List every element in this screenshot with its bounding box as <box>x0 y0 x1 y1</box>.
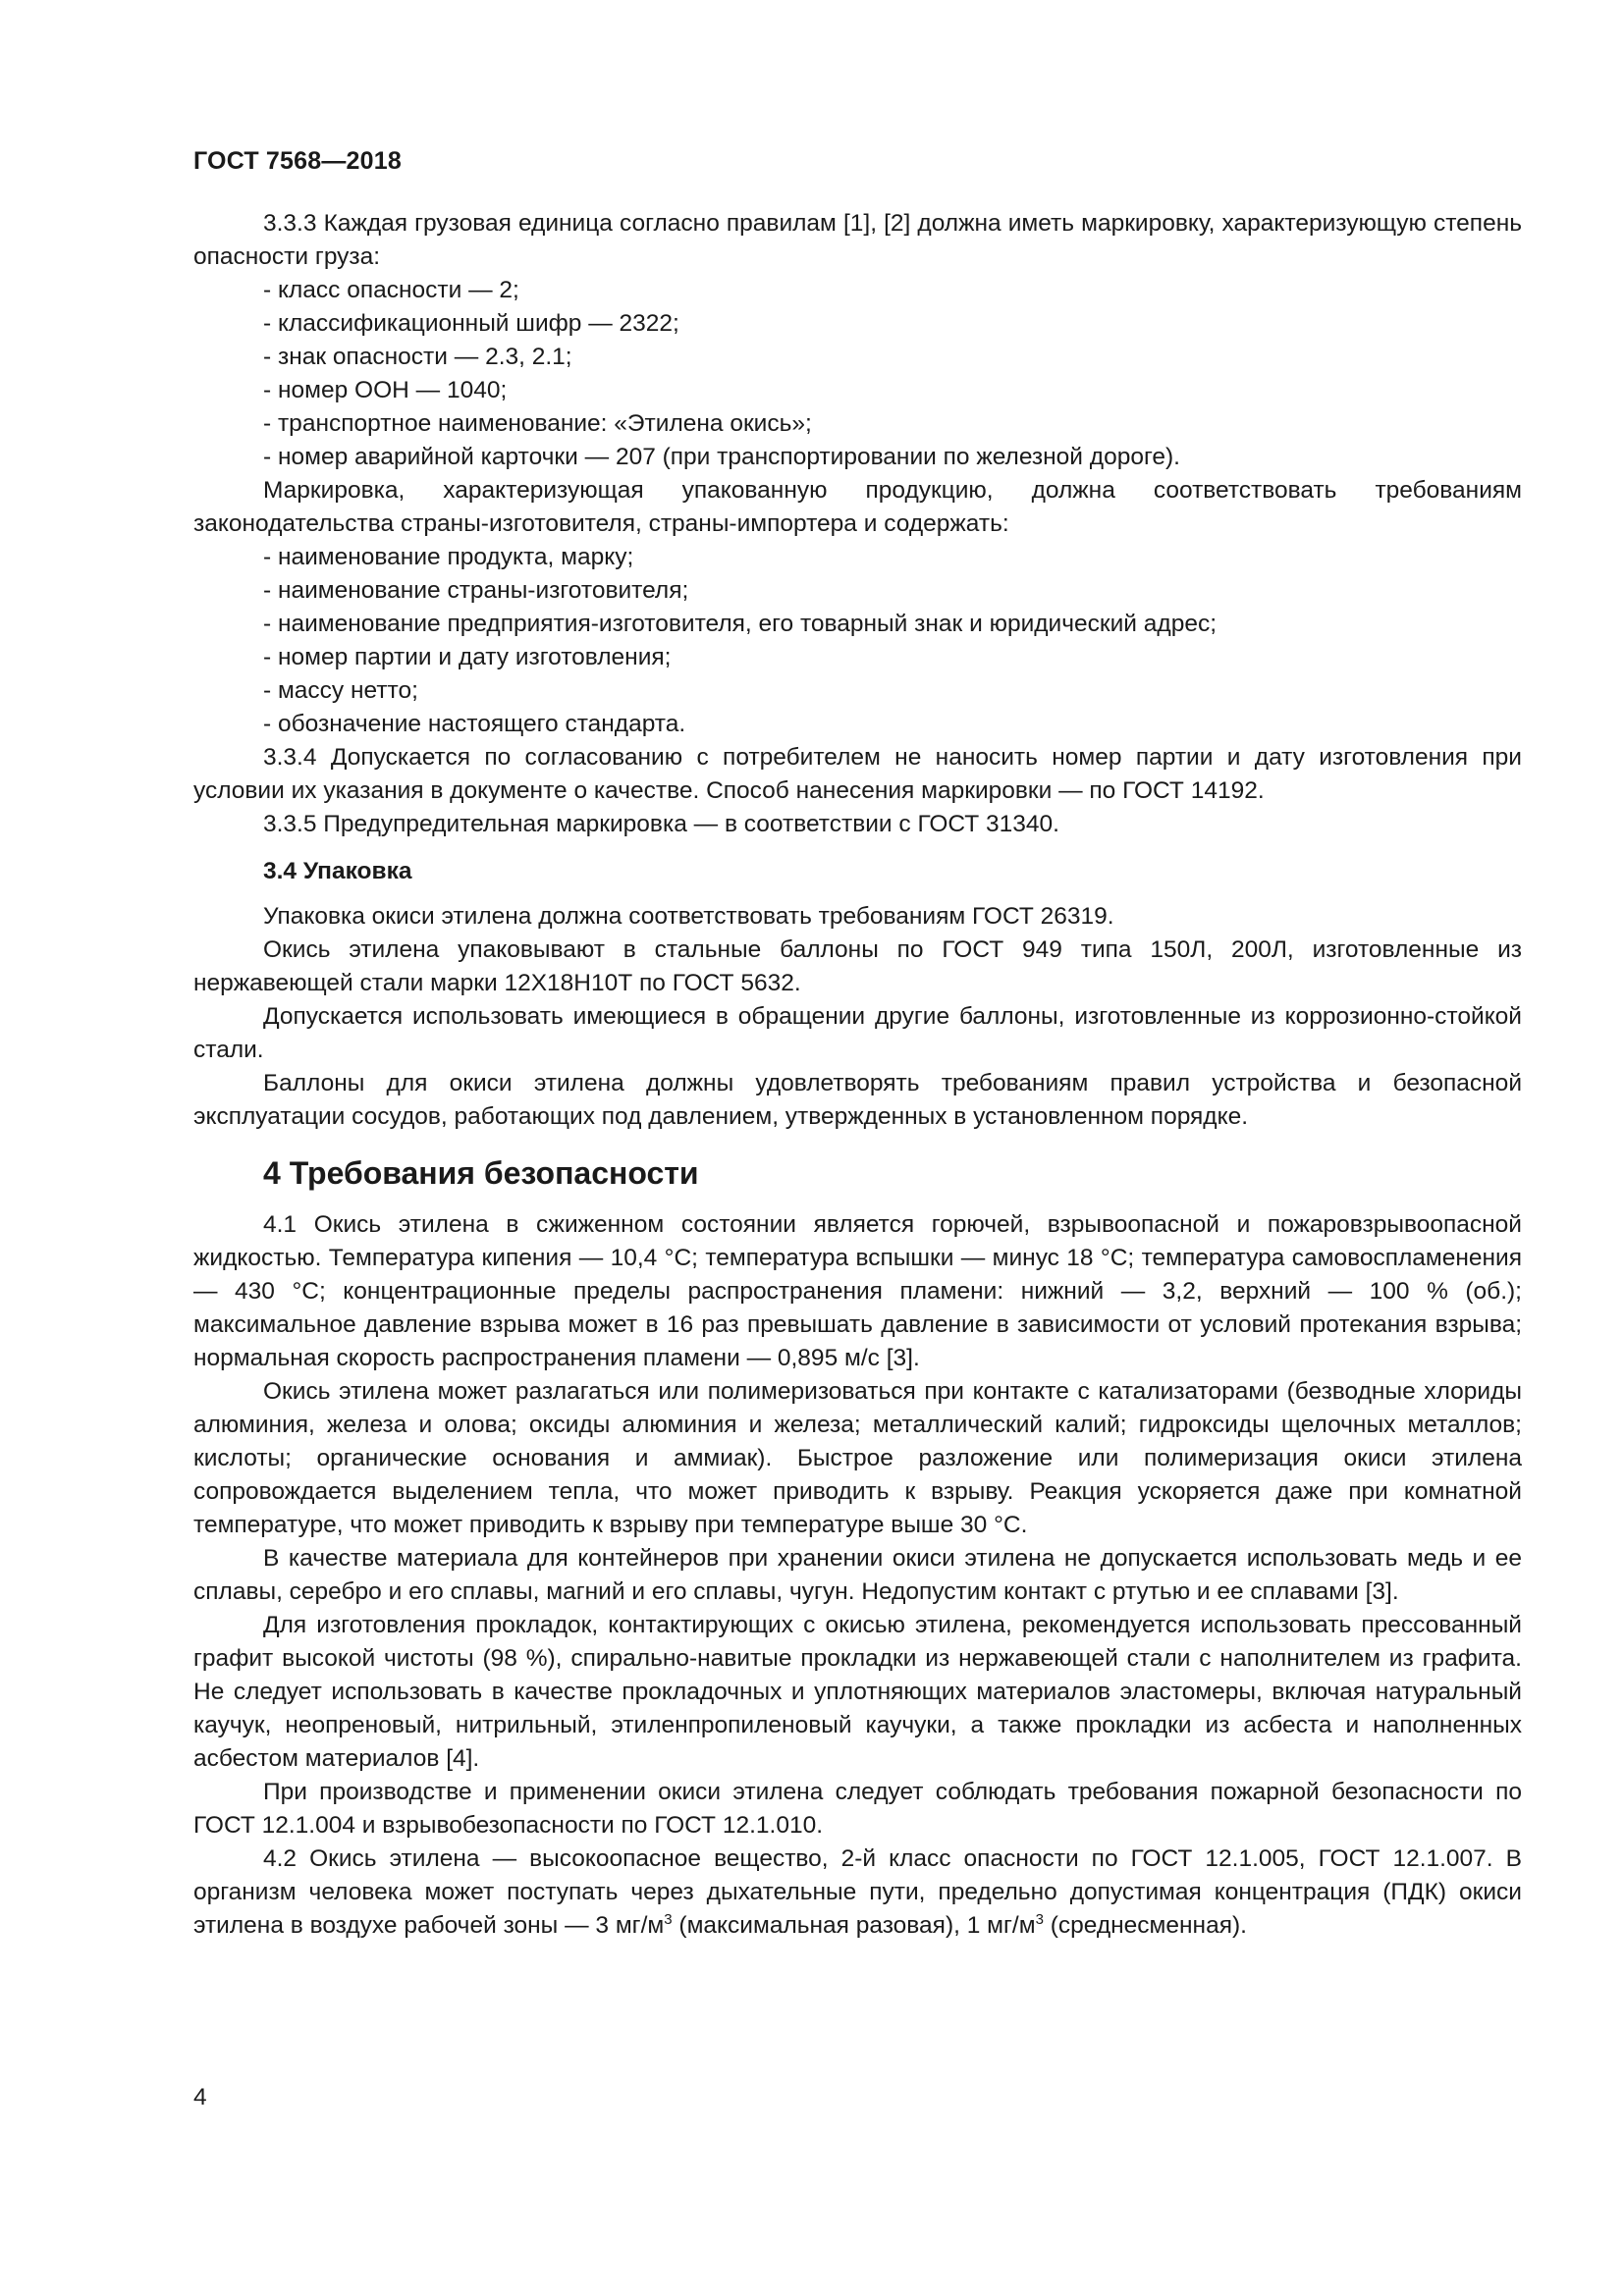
list-item: - номер партии и дату изготовления; <box>263 644 672 670</box>
p42-text-2: (максимальная разовая), 1 мг/м <box>672 1912 1036 1939</box>
section-heading-4: 4 Требования безопасности <box>263 1155 699 1191</box>
list-item: - номер аварийной карточки — 207 (при транспортировании по железной дороге). <box>263 444 1180 470</box>
paragraph: Баллоны для окиси этилена должны удовлетворять требованиям правил устройства и безопасной эксплуатации сосудов, работающих под давлением, утвержденных в установленном порядке. <box>193 1070 1522 1130</box>
paragraph: При производстве и применении окиси этилена следует соблюдать требования пожарной безопасности по ГОСТ 12.1.004 и взрывобезопасности по ГОСТ 12.1.010. <box>193 1779 1522 1839</box>
list-item: - наименование продукта, марку; <box>263 544 634 570</box>
list-item: - классификационный шифр — 2322; <box>263 310 679 337</box>
page-number: 4 <box>193 2084 207 2110</box>
paragraph-marking: Маркировка, характеризующая упакованную продукцию, должна соответствовать требованиям законодательства страны-изготовителя, страны-импортера и содержать: <box>193 477 1522 537</box>
list-item: - транспортное наименование: «Этилена окись»; <box>263 410 812 437</box>
safety-paragraphs <box>193 1208 1522 1842</box>
list-item: - массу нетто; <box>263 677 418 704</box>
paragraph-3-3-5: 3.3.5 Предупредительная маркировка — в соответствии с ГОСТ 31340. <box>263 811 1059 837</box>
paragraph: Для изготовления прокладок, контактирующих с окисью этилена, рекомендуется использовать прессованный графит высокой чистоты (98 %), спирально-навитые прокладки из нержавеющей стали с наполнителем из графита. Не следует использовать в качестве прокладочных и уплотняющих материалов эластомеры, включая натуральный каучук, неопреновый, нитрильный, этиленпропиленовый каучуки, а также прокладки из асбеста и наполненных асбестом материалов [4]. <box>193 1612 1522 1772</box>
paragraph: Упаковка окиси этилена должна соответствовать требованиям ГОСТ 26319. <box>263 903 1114 930</box>
list-item: - наименование предприятия-изготовителя, его товарный знак и юридический адрес; <box>263 611 1218 637</box>
product-marking-list <box>193 541 1522 741</box>
list-item: - класс опасности — 2; <box>263 277 519 303</box>
paragraph-3-3-3: 3.3.3 Каждая грузовая единица согласно правилам [1], [2] должна иметь маркировку, характеризующую степень опасности груза: <box>193 210 1522 270</box>
paragraph: Окись этилена может разлагаться или полимеризоваться при контакте с катализаторами (безводные хлориды алюминия, железа и олова; оксиды алюминия и железа; металлический калий; гидроксиды щелочных металлов; кислоты; органические основания и аммиак). Быстрое разложение или полимеризация окиси этилена сопровождается выделением тепла, что может приводить к взрыву. Реакция ускоряется даже при комнатной температуре, что может приводить к взрыву при температуре выше 30 °С. <box>193 1378 1522 1538</box>
document-header: ГОСТ 7568—2018 <box>193 147 402 175</box>
p42-text-1: 4.2 Окись этилена — высокоопасное вещество, 2-й класс опасности по ГОСТ 12.1.005, ГОСТ 12.1.007. В организм человека может поступать через дыхательные пути, предельно допустимая концентрация (ПДК) окиси этилена в воздухе рабочей зоны — 3 мг/м <box>193 1845 1522 1939</box>
list-item: - номер ООН — 1040; <box>263 377 508 403</box>
p42-sup-2: 3 <box>1035 1910 1044 1928</box>
paragraph: Допускается использовать имеющиеся в обращении другие баллоны, изготовленные из коррозионно-стойкой стали. <box>193 1003 1522 1063</box>
list-item: - обозначение настоящего стандарта. <box>263 711 686 737</box>
packaging-paragraphs <box>193 900 1522 1134</box>
paragraph: Окись этилена упаковывают в стальные баллоны по ГОСТ 949 типа 150Л, 200Л, изготовленные из нержавеющей стали марки 12Х18Н10Т по ГОСТ 5632. <box>193 936 1522 996</box>
subsection-heading-3-4: 3.4 Упаковка <box>263 858 412 884</box>
hazard-marking-list <box>193 274 1522 474</box>
document-page <box>193 147 1522 1943</box>
paragraph-3-3-4: 3.3.4 Допускается по согласованию с потребителем не наносить номер партии и дату изготовления при условии их указания в документе о качестве. Способ нанесения маркировки — по ГОСТ 14192. <box>193 744 1522 804</box>
paragraph: 4.1 Окись этилена в сжиженном состоянии является горючей, взрывоопасной и пожаровзрывоопасной жидкостью. Температура кипения — 10,4 °С; температура вспышки — минус 18 °С; температура самовоспламенения — 430 °С; концентрационные пределы распространения пламени: нижний — 3,2, верхний — 100 % (об.); максимальное давление взрыва может в 16 раз превышать давление в зависимости от условий протекания взрыва; нормальная скорость распространения пламени — 0,895 м/с [3]. <box>193 1211 1522 1371</box>
list-item: - знак опасности — 2.3, 2.1; <box>263 344 572 370</box>
paragraph: В качестве материала для контейнеров при хранении окиси этилена не допускается использовать медь и ее сплавы, серебро и его сплавы, магний и его сплавы, чугун. Недопустим контакт с ртутью и ее сплавами [3]. <box>193 1545 1522 1605</box>
p42-sup-1: 3 <box>664 1910 673 1928</box>
p42-text-3: (среднесменная). <box>1043 1912 1247 1939</box>
paragraph-4-2 <box>193 1842 1522 1943</box>
list-item: - наименование страны-изготовителя; <box>263 577 689 604</box>
